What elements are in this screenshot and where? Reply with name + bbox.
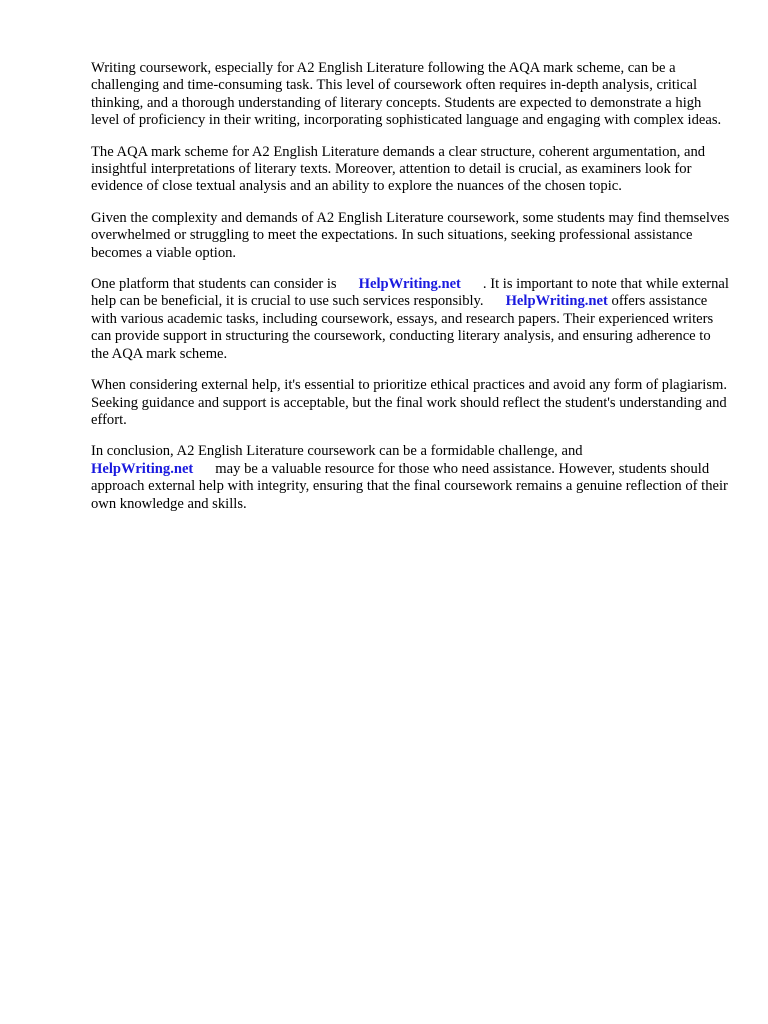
paragraph-mark-scheme: The AQA mark scheme for A2 English Literature demands a clear structure, coherent argumentation, and insightful interpretations of literary texts. Moreover, attention to detail is crucial, as examiners look for evidence of close textual analysis and an ability to explore the nuances of the chosen topic. [91, 143, 706, 195]
paragraph-conclusion-text-2: may be a valuable resource for those who need assistance. However, students should approach external help with integrity, ensuring that the final coursework remains a genuine reflection of their own knowledge and skills. [91, 460, 728, 512]
paragraph-platform-text-1: One platform that students can consider is [91, 276, 337, 293]
paragraph-platform [91, 276, 731, 363]
helpwriting-link-1[interactable]: HelpWriting.net [358, 276, 461, 293]
paragraph-platform-text-3: offers assistance with various academic tasks, including coursework, essays, and research papers. Their experienced writers can provide support in structuring the coursework, conducting literary analysis, and ensuring adherence to the AQA mark scheme. [91, 293, 714, 362]
paragraph-ethics: When considering external help, it's essential to prioritize ethical practices and avoid any form of plagiarism. Seeking guidance and support is acceptable, but the final work should reflect the student's understanding and effort. [91, 377, 728, 428]
paragraph-conclusion-text-1: In conclusion, A2 English Literature coursework can be a formidable challenge, and [91, 443, 583, 460]
paragraph-intro: Writing coursework, especially for A2 English Literature following the AQA mark scheme, can be a challenging and time-consuming task. This level of coursework often requires in-depth analysis, critical thinking, and a thorough understanding of literary concepts. Students are expected to demonstrate a high level of proficiency in their writing, incorporating sophisticated language and engaging with complex ideas. [91, 60, 722, 129]
helpwriting-link-3[interactable]: HelpWriting.net [91, 460, 194, 477]
helpwriting-link-2[interactable]: HelpWriting.net [505, 293, 608, 310]
paragraph-platform-text-2: . It is important to note that while external help can be beneficial, it is crucial to use such services responsibly. [91, 276, 729, 310]
document-page [91, 60, 731, 527]
paragraph-complexity: Given the complexity and demands of A2 English Literature coursework, some students may find themselves overwhelmed or struggling to meet the expectations. In such situations, seeking professional assistance becomes a viable option. [91, 209, 730, 261]
paragraph-conclusion [91, 443, 731, 513]
